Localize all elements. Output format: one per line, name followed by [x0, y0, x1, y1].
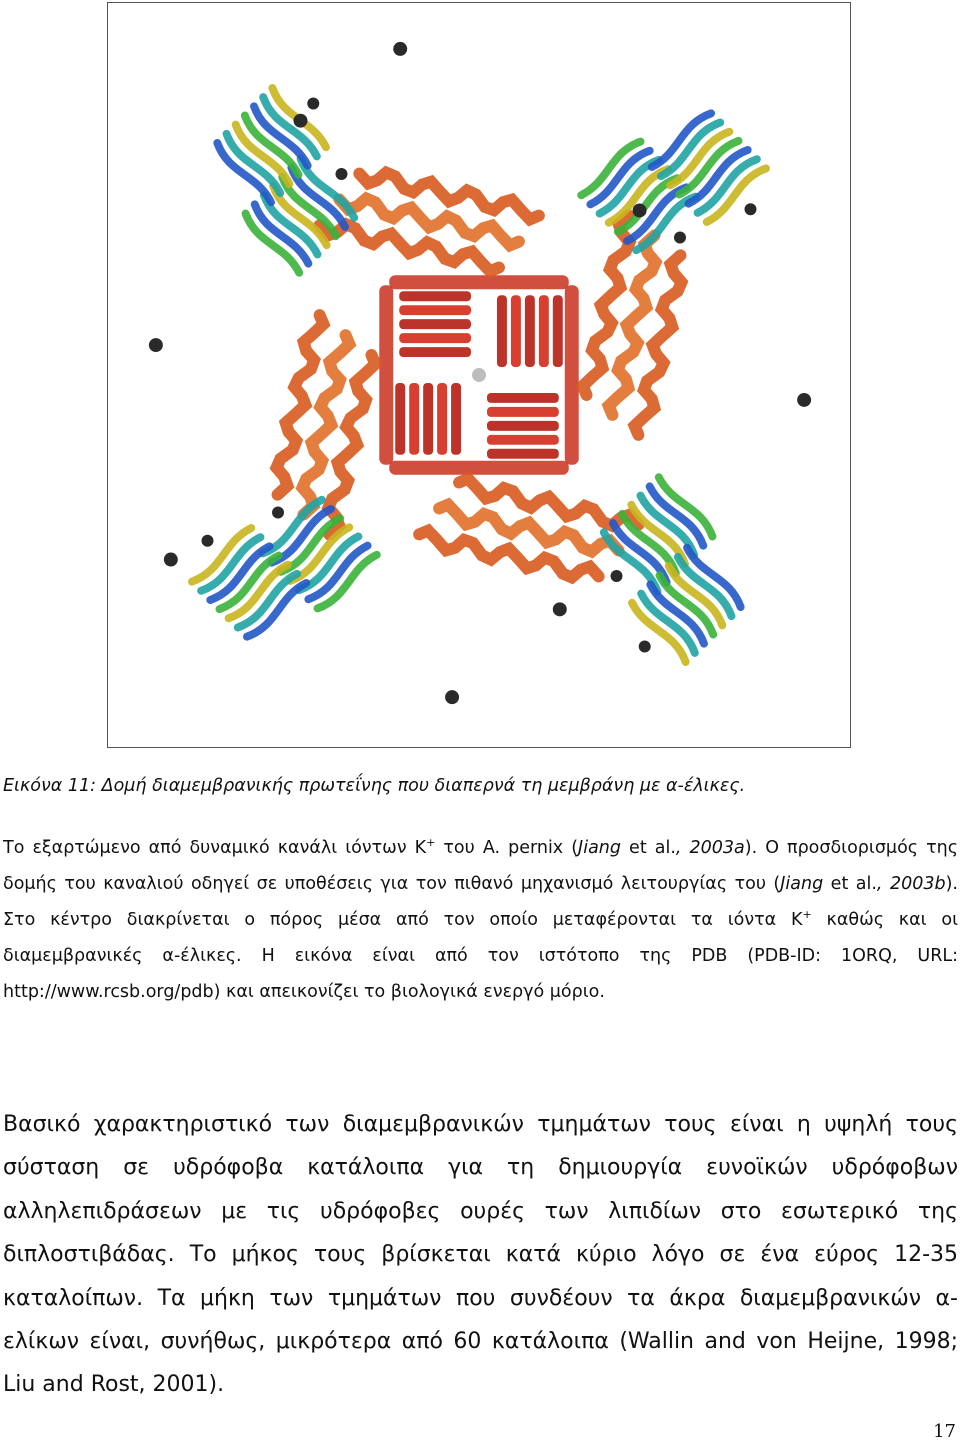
figure-caption — [3, 830, 958, 1010]
body-paragraph: Βασικό χαρακτηριστικό των διαμεμβρανικών τμημάτων τους είναι η υψηλή τους σύσταση σε υδρόφοβα κατάλοιπα για τη δημιουργία ευνοϊκών υδρόφοβων αλληλεπιδράσεων με τις υδρόφοβες ουρές των λιπιδίων στο εσωτερικό της διπλοστιβάδας. Το μήκος τους βρίσκεται κατά κύριο λόγο σε ένα εύρος 12-35 καταλοίπων. Τα μήκη των τμημάτων που συνδέουν τα άκρα διαμεμβρανικών α-ελίκων είναι, συνήθως, μικρότερα από 60 κατάλοιπα (Wallin and von Heijne, 1998; Liu and Rost, 2001). — [3, 1112, 958, 1398]
superscript: + — [802, 908, 812, 922]
caption-text: ). Ο προσδιορισμός της δομής του καναλιού οδηγεί σε υποθέσεις για τον πιθανό μηχανισμό λειτουργίας του ( — [3, 838, 958, 894]
superscript: + — [426, 836, 436, 850]
caption-text: et al. — [823, 874, 877, 894]
caption-text: του A. pernix ( — [435, 838, 579, 858]
caption-italic: , 2003a — [675, 838, 745, 858]
caption-italic: Jiang — [578, 838, 621, 858]
caption-text: Το εξαρτώμενο από δυναμικό κανάλι ιόντων K — [3, 838, 427, 858]
caption-italic: , 2003b — [876, 874, 946, 894]
caption-italic: Jiang — [780, 874, 824, 894]
figure-caption-title: Εικόνα 11: Δομή διαμεμβρανικής πρωτεΐνης που διαπερνά τη μεμβράνη με α-έλικες. — [3, 776, 746, 796]
caption-text: καθώς και οι διαμεμβρανικές α-έλικες. Η εικόνα είναι από τον ιστότοπο της PDB (PDB-ID: 1ORQ, URL: http://www.rcsb.org/pdb) και απεικονίζει το βιολογικά ενεργό μόριο. — [3, 910, 958, 1002]
protein-structure-image — [108, 3, 850, 747]
protein-structure-figure — [107, 2, 851, 748]
caption-text: ). Στο κέντρο διακρίνεται ο πόρος μέσα από τον οποίο μεταφέρονται τα ιόντα K — [3, 874, 958, 930]
page-number: 17 — [933, 1421, 956, 1442]
caption-text: et al. — [621, 838, 676, 858]
